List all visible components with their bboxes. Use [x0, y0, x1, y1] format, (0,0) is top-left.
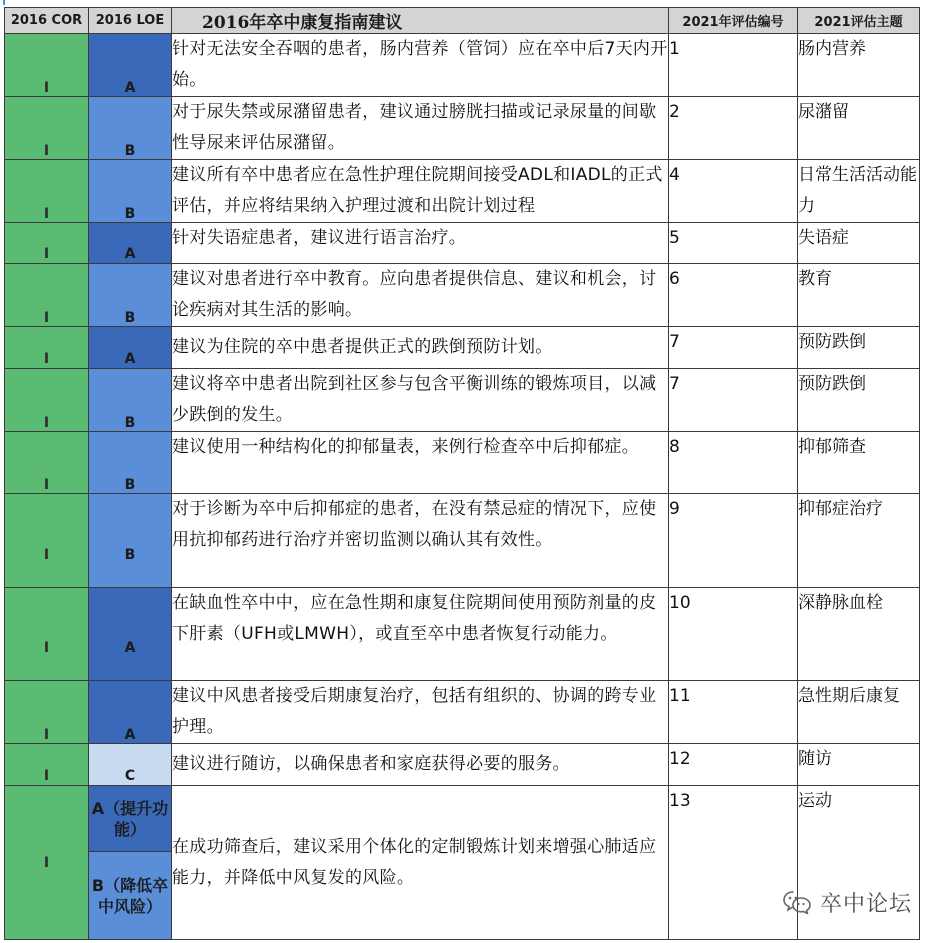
cor-cell: I	[5, 160, 89, 223]
table-row	[5, 494, 920, 588]
cor-cell: I	[5, 432, 89, 494]
eval-topic-cell: 预防跌倒	[798, 369, 920, 432]
loe-cell: B	[89, 369, 172, 432]
eval-topic-cell: 深静脉血栓	[798, 588, 920, 681]
loe-cell: B	[89, 494, 172, 588]
cor-cell: I	[5, 264, 89, 327]
eval-topic-cell: 教育	[798, 264, 920, 327]
eval-topic-cell: 运动	[798, 786, 920, 940]
loe-cell: C	[89, 744, 172, 786]
eval-number-cell: 5	[669, 223, 798, 264]
loe-cell-function: A（提升功能）	[89, 786, 172, 852]
cor-cell: I	[5, 97, 89, 160]
eval-number-cell: 2	[669, 97, 798, 160]
eval-number-cell: 7	[669, 369, 798, 432]
loe-cell: B	[89, 432, 172, 494]
header-eval-topic: 2021评估主题	[798, 8, 920, 34]
eval-topic-cell: 急性期后康复	[798, 681, 920, 744]
top-edge	[0, 0, 939, 6]
eval-topic-cell: 日常生活活动能力	[798, 160, 920, 223]
edge-tick	[3, 0, 5, 5]
wechat-official-account-icon	[782, 889, 812, 915]
eval-number-cell: 8	[669, 432, 798, 494]
table-row	[5, 34, 920, 97]
loe-cell: B	[89, 160, 172, 223]
table-row	[5, 681, 920, 744]
eval-number-cell: 12	[669, 744, 798, 786]
header-cor: 2016 COR	[5, 8, 89, 34]
cor-cell: I	[5, 369, 89, 432]
watermark-text: 卒中论坛	[820, 891, 913, 917]
table-row	[5, 264, 920, 327]
watermark	[782, 884, 912, 920]
table-row	[5, 223, 920, 264]
eval-topic-cell: 随访	[798, 744, 920, 786]
recommendation-cell: 针对失语症患者，建议进行语言治疗。	[172, 223, 669, 264]
eval-topic-cell: 抑郁症治疗	[798, 494, 920, 588]
recommendation-cell: 在成功筛查后，建议采用个体化的定制锻炼计划来增强心肺适应能力，并降低中风复发的风险。	[172, 786, 669, 940]
recommendation-cell: 对于诊断为卒中后抑郁症的患者，在没有禁忌症的情况下，应使用抗抑郁药进行治疗并密切监测以确认其有效性。	[172, 494, 669, 588]
eval-topic-cell: 肠内营养	[798, 34, 920, 97]
table-row	[5, 97, 920, 160]
loe-cell-stroke-risk: B（降低卒中风险）	[89, 852, 172, 940]
eval-number-cell: 1	[669, 34, 798, 97]
loe-cell: A	[89, 34, 172, 97]
eval-number-cell: 7	[669, 327, 798, 369]
loe-cell: A	[89, 327, 172, 369]
eval-topic-cell: 失语症	[798, 223, 920, 264]
recommendation-cell: 建议进行随访，以确保患者和家庭获得必要的服务。	[172, 744, 669, 786]
recommendation-cell: 建议所有卒中患者应在急性护理住院期间接受ADL和IADL的正式评估，并应将结果纳入护理过渡和出院计划过程	[172, 160, 669, 223]
table-row	[5, 588, 920, 681]
cor-cell: I	[5, 327, 89, 369]
eval-number-cell: 13	[669, 786, 798, 940]
eval-number-cell: 10	[669, 588, 798, 681]
eval-number-cell: 9	[669, 494, 798, 588]
loe-cell: A	[89, 588, 172, 681]
cor-cell: I	[5, 223, 89, 264]
loe-cell: A	[89, 223, 172, 264]
recommendation-cell: 建议对患者进行卒中教育。应向患者提供信息、建议和机会，讨论疾病对其生活的影响。	[172, 264, 669, 327]
loe-cell: B	[89, 264, 172, 327]
cor-cell: I	[5, 34, 89, 97]
cor-cell: I	[5, 786, 89, 940]
table-row	[5, 369, 920, 432]
eval-number-cell: 4	[669, 160, 798, 223]
recommendation-cell: 对于尿失禁或尿潴留患者，建议通过膀胱扫描或记录尿量的间歇性导尿来评估尿潴留。	[172, 97, 669, 160]
cor-cell: I	[5, 744, 89, 786]
recommendation-cell: 针对无法安全吞咽的患者，肠内营养（管饲）应在卒中后7天内开始。	[172, 34, 669, 97]
header-loe: 2016 LOE	[89, 8, 172, 34]
table-row	[5, 744, 920, 786]
recommendation-cell: 建议中风患者接受后期康复治疗，包括有组织的、协调的跨专业护理。	[172, 681, 669, 744]
cor-cell: I	[5, 588, 89, 681]
eval-topic-cell: 尿潴留	[798, 97, 920, 160]
header-eval-number: 2021年评估编号	[669, 8, 798, 34]
eval-topic-cell: 预防跌倒	[798, 327, 920, 369]
recommendation-cell: 建议为住院的卒中患者提供正式的跌倒预防计划。	[172, 327, 669, 369]
header-row	[5, 8, 920, 34]
table-row	[5, 327, 920, 369]
eval-topic-cell: 抑郁筛查	[798, 432, 920, 494]
recommendation-cell: 建议将卒中患者出院到社区参与包含平衡训练的锻炼项目，以减少跌倒的发生。	[172, 369, 669, 432]
loe-cell: A	[89, 681, 172, 744]
recommendation-cell: 在缺血性卒中中，应在急性期和康复住院期间使用预防剂量的皮下肝素（UFH或LMWH），或直至卒中患者恢复行动能力。	[172, 588, 669, 681]
loe-cell: B	[89, 97, 172, 160]
cor-cell: I	[5, 681, 89, 744]
recommendation-cell: 建议使用一种结构化的抑郁量表，来例行检查卒中后抑郁症。	[172, 432, 669, 494]
eval-number-cell: 11	[669, 681, 798, 744]
table-row	[5, 432, 920, 494]
header-recommendation: 2016年卒中康复指南建议	[172, 8, 669, 34]
table-row	[5, 160, 920, 223]
table-row	[5, 786, 920, 852]
guideline-table	[4, 7, 920, 940]
eval-number-cell: 6	[669, 264, 798, 327]
cor-cell: I	[5, 494, 89, 588]
